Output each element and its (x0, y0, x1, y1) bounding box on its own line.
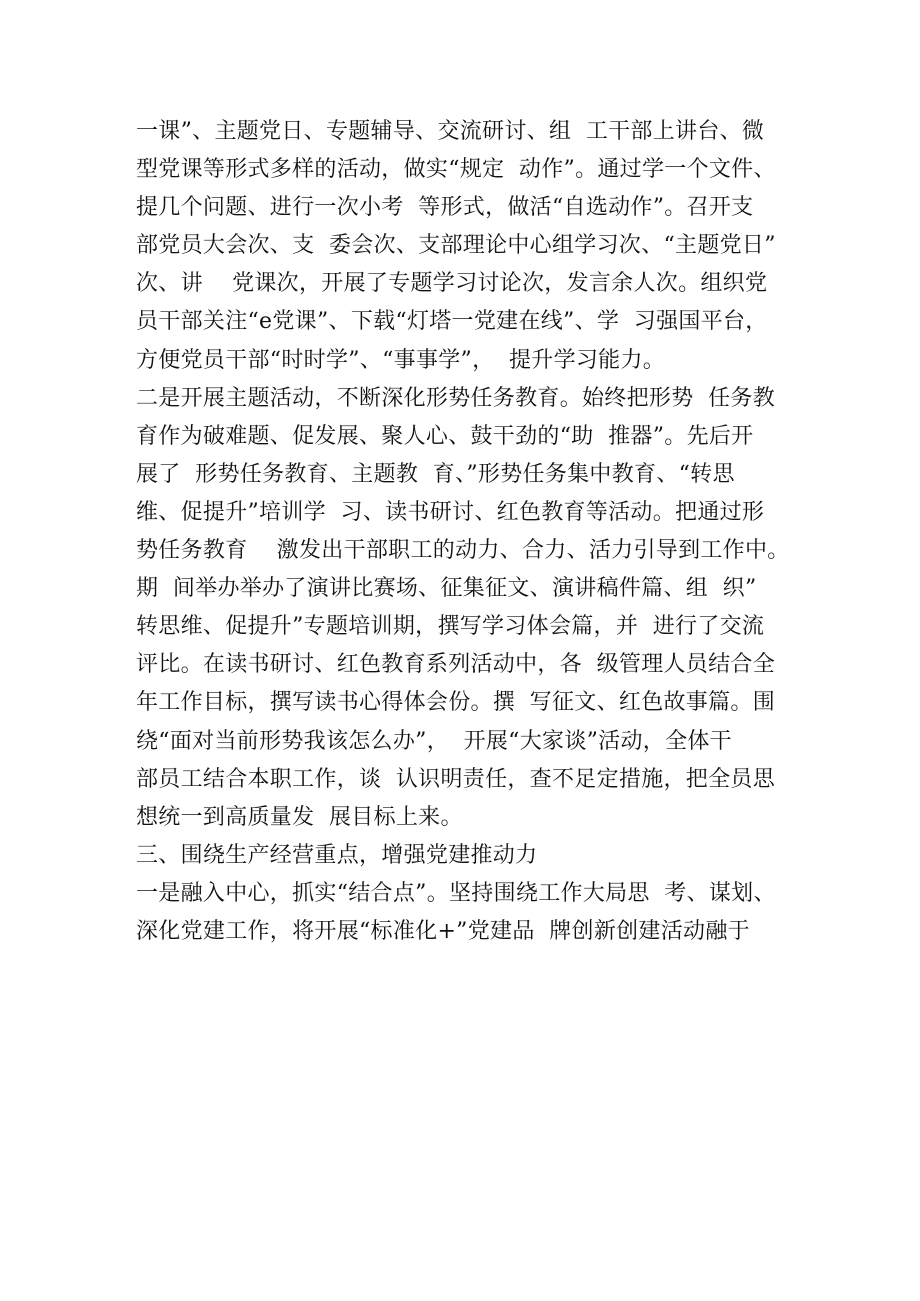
paragraph-start-line: 一是融入中心，抓实“结合点”。坚持围绕工作大局思 考、谋划、 (136, 880, 776, 906)
text-line: 年工作目标，撰写读书心得体会份。撰 写征文、红色故事篇。围 (136, 690, 775, 716)
text-line: 次、讲 党课次，开展了专题学习讨论次，发言余人次。组织党 (136, 271, 768, 297)
text-line: 员干部关注“e党课”、下载“灯塔一党建在线”、学 习强国平台， (136, 309, 768, 335)
text-line: 部党员大会次、支 委会次、支部理论中心组学习次、“主题党日” (136, 233, 776, 259)
text-line: 一课”、主题党日、专题辅导、交流研讨、组 工干部上讲台、微 (136, 119, 765, 144)
text-line: 深化党建工作，将开展“标准化+”党建品 牌创新创建活动融于 (136, 918, 750, 944)
text-line: 期 间举办举办了演讲比赛场、征集征文、演讲稿件篇、组 织” (136, 576, 757, 602)
text-line: 想统一到高质量发 展目标上来。 (136, 804, 463, 830)
text-line: 转思维、促提升”专题培训期，撰写学习体会篇，并 进行了交流 (136, 614, 765, 640)
text-line: 评比。在读书研讨、红色教育系列活动中，各 级管理人员结合全 (136, 652, 775, 678)
text-line: 维、促提升”培训学 习、读书研讨、红色教育等活动。把通过形 (136, 499, 765, 525)
text-line: 势任务教育 激发出干部职工的动力、合力、活力引导到工作中。 (136, 538, 790, 564)
text-line: 绕“面对当前形势我该怎么办”， 开展“大家谈”活动，全体干 (136, 728, 732, 754)
text-line: 育作为破难题、促发展、聚人心、鼓干劲的“助 推器”。先后开 (136, 423, 754, 449)
paragraph-start-line: 二是开展主题活动，不断深化形势任务教育。始终把形势 任务教 (136, 385, 775, 411)
document-body (136, 113, 796, 951)
text-line: 展了 形势任务教育、主题教 育、”形势任务集中教育、“转思 (136, 461, 735, 487)
text-line: 部员工结合本职工作，谈 认识明责任，查不足定措施，把全员思 (136, 766, 775, 792)
text-line: 型党课等形式多样的活动，做实“规定 动作”。通过学一个文件、 (136, 157, 776, 183)
section-heading: 三、围绕生产经营重点，增强党建推动力 (136, 842, 538, 868)
text-line: 方便党员干部“时时学”、“事事学”， 提升学习能力。 (136, 347, 666, 373)
text-line: 提几个问题、进行一次小考 等形式，做活“自选动作”。召开支 (136, 195, 754, 221)
